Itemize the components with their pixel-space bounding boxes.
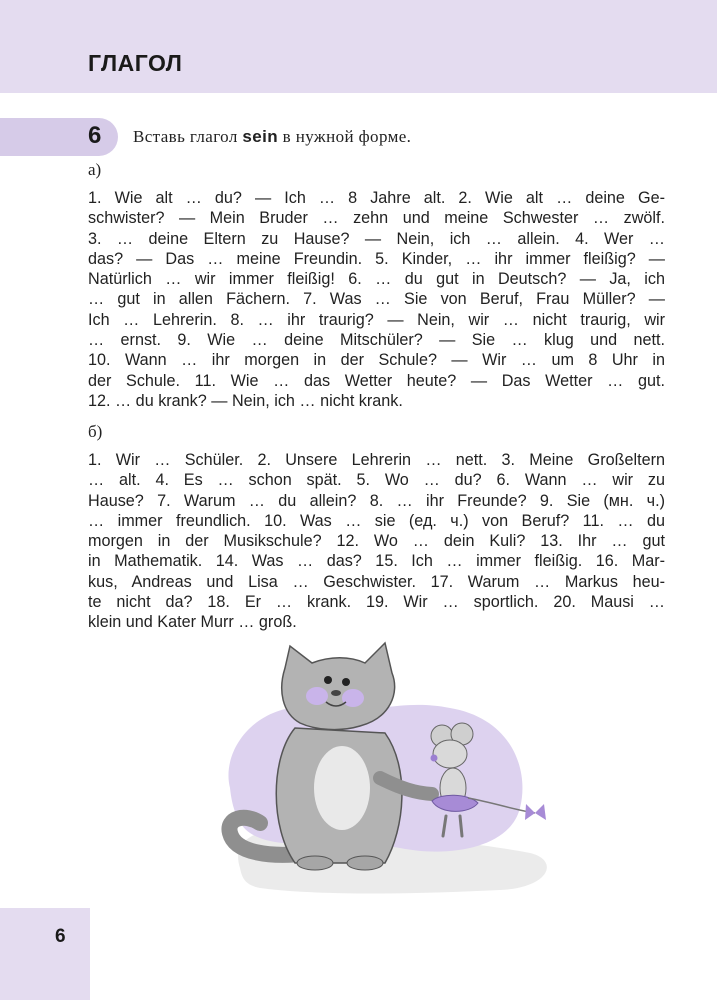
text-line: kus, Andreas und Lisa … Geschwister. 17. Warum … Markus heu- (88, 572, 665, 591)
text-line: … immer freundlich. 10. Was … sie (ед. ч.) von Beruf? 11. … du (88, 511, 665, 530)
exercise-number: 6 (88, 122, 102, 149)
cat-right-cheek (342, 689, 364, 707)
text-line: in Mathematik. 14. Was … das? 15. Ich … immer fleißig. 16. Mar- (88, 552, 665, 571)
text-line: 1. Wie alt … du? — Ich … 8 Jahre alt. 2. Wie alt … deine Ge- (88, 189, 665, 207)
part-a-label: а) (88, 160, 102, 179)
text-line: 1. Wir … Schüler. 2. Unsere Lehrerin … nett. 3. Meine Großeltern (88, 451, 665, 469)
header-band (0, 0, 717, 93)
text-line: schwister? — Mein Bruder … zehn und meine Schwester … zwölf. (88, 209, 665, 228)
chapter-title: ГЛАГОЛ (88, 50, 183, 76)
page-number-tab (0, 908, 90, 1000)
mouse-head (433, 740, 467, 768)
text-line: morgen in der Musikschule? 12. Wo … dein Kuli? 13. Ihr … gut (88, 532, 665, 551)
text-line: … gut in allen Fächern. 7. Was … Sie von Beruf, Frau Müller? — (88, 290, 665, 309)
text-line: Natürlich … wir immer fleißig! 6. … du gut in Deutsch? — Ja, ich (88, 270, 665, 289)
text-line: te nicht da? 18. Er … krank. 19. Wir … sportlich. 20. Mausi … (88, 593, 665, 612)
text-line: Hause? 7. Warum … du allein? 8. … ihr Freunde? 9. Sie (мн. ч.) (88, 491, 665, 510)
cat-front-paw-right (347, 856, 383, 870)
text-line: das? — Das … meine Freundin. 5. Kinder, … ihr immer fleißig? — (88, 249, 665, 268)
text-line: 3. … deine Eltern zu Hause? — Nein, ich … allein. 4. Wer … (88, 229, 665, 248)
part-a-text (88, 188, 665, 411)
cat-left-eye (324, 676, 332, 684)
text-line: 10. Wann … ihr morgen in der Schule? — Wir … um 8 Uhr in (88, 351, 665, 370)
part-b-label: б) (88, 422, 103, 441)
text-line: 12. … du krank? — Nein, ich … nicht krank. (88, 391, 403, 410)
cat-front-paw-left (297, 856, 333, 870)
mouse-nose (431, 755, 438, 762)
text-line: klein und Kater Murr … groß. (88, 613, 297, 632)
part-b-text (88, 450, 665, 633)
exercise-instruction (133, 127, 411, 147)
cat-head (282, 643, 395, 730)
cat-and-mouse-illustration (200, 638, 580, 898)
text-line: … ernst. 9. Wie … deine Mitschüler? — Sie … klug und nett. (88, 331, 665, 350)
instruction-keyword: sein (242, 127, 279, 146)
mouse-tail-bow (525, 804, 546, 820)
page-number: 6 (55, 926, 66, 947)
cat-right-eye (342, 678, 350, 686)
cat-left-cheek (306, 687, 328, 705)
text-line: der Schule. 11. Wie … das Wetter heute? — Das Wetter … gut. (88, 371, 665, 390)
text-line: … alt. 4. Es … schon spät. 5. Wo … du? 6. Wann … wir zu (88, 471, 665, 490)
instruction-text-start: Вставь глагол (133, 127, 243, 146)
cat-belly (314, 746, 370, 830)
text-line: Ich … Lehrerin. 8. … ihr traurig? — Nein, wir … nicht traurig, wir (88, 310, 665, 329)
instruction-text-end: в нужной форме. (278, 127, 412, 146)
cat-nose (331, 690, 341, 696)
